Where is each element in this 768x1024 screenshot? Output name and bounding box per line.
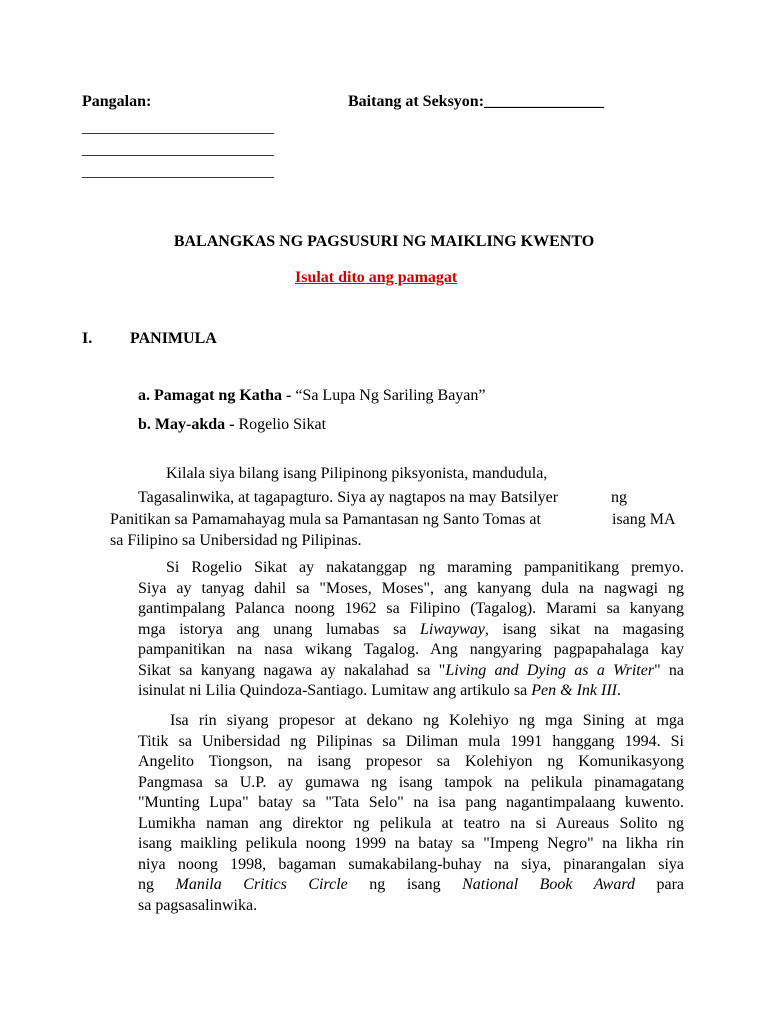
- story-title-placeholder: Isulat dito ang pamagat: [295, 269, 458, 286]
- p2-line-7-italic: Pen & Ink III: [531, 682, 617, 699]
- p2-line-5: pampanitikan na nasa wikang Tagalog. Ang nangyaring pagpapahalaga kay: [138, 641, 684, 658]
- p3-line-10: sa pagsasalinwika.: [138, 896, 258, 914]
- p3-line-1: Isa rin siyang propesor at dekano ng Kolehiyo ng mga Sining at mga: [170, 712, 684, 729]
- paragraph-2: [138, 558, 684, 702]
- paragraph-3: [138, 711, 684, 916]
- p3-line-9-a: ng: [138, 876, 154, 893]
- section-heading: PANIMULA: [130, 330, 217, 347]
- p2-line-6: [138, 661, 684, 682]
- p2-line-3: gantimpalang Palanca noong 1962 sa Filipino (Tagalog). Marami sa kanyang: [138, 600, 684, 617]
- p2-line-4: [138, 620, 684, 641]
- p1-line-3-end: isang MA: [612, 511, 676, 528]
- p2-line-7-a: isinulat ni Lilia Quindoza-Santiago. Lumitaw ang artikulo sa: [138, 682, 528, 699]
- item-a: [138, 386, 486, 406]
- item-b-value: Rogelio Sikat: [238, 416, 327, 433]
- p3-line-5: "Munting Lupa" batay sa "Tata Selo" na isa pang nagantimpalaang kuwento.: [138, 794, 684, 811]
- p1-line-2: Tagasalinwika, at tagapagturo. Siya ay nagtapos na may Batsilyer: [138, 489, 559, 506]
- p3-line-8: niya noong 1998, bagaman sumakabilang-buhay na siya, pinarangalan siya: [138, 855, 684, 873]
- item-b-label: b. May-akda -: [138, 416, 235, 433]
- p2-line-1: Si Rogelio Sikat ay nakatanggap ng maraming pampanitikang premyo.: [166, 559, 684, 576]
- p2-line-6-italic: Living and Dying as a Writer: [445, 661, 655, 679]
- p3-line-9-c: para: [656, 876, 685, 893]
- p2-line-7-b: .: [616, 682, 621, 699]
- p1-line-1: Kilala siya bilang isang Pilipinong piksyonista, mandudula,: [166, 465, 548, 482]
- p2-line-4-a: mga istorya ang unang lumabas sa: [138, 620, 407, 638]
- p3-line-9-italic-2: National Book Award: [462, 876, 635, 893]
- p1-line-2-end: ng: [611, 489, 627, 506]
- document-title: BALANGKAS NG PAGSUSURI NG MAIKLING KWENTO: [173, 233, 595, 250]
- p2-line-4-italic: Liwayway: [420, 620, 485, 638]
- item-a-label: a. Pamagat ng Katha -: [138, 387, 292, 404]
- p1-line-3: Panitikan sa Pamamahayag mula sa Pamantasan ng Santo Tomas at: [110, 511, 541, 528]
- item-a-value: “Sa Lupa Ng Sariling Bayan”: [295, 387, 486, 404]
- p2-line-6-a: Sikat sa kanyang nagawa ay nakalahad sa ": [138, 661, 446, 679]
- name-label: Pangalan:: [82, 93, 152, 110]
- p2-line-2: Siya ay tanyag dahil sa "Moses, Moses", ang kanyang dula na nagwagi ng: [138, 579, 684, 597]
- p3-line-9-b: ng isang: [369, 876, 441, 893]
- p3-line-4: Pangmasa sa U.P. ay gumawa ng isang tampok na pelikula pinamagatang: [138, 773, 684, 791]
- p3-line-7: isang maikling pelikula noong 1999 na batay sa "Impeng Negro" na likha rin: [138, 835, 684, 852]
- grade-blank: _______________: [484, 93, 605, 110]
- p3-line-3: Angelito Tiongson, na isang propesor sa Kolehiyon ng Komunikasyong: [138, 753, 684, 770]
- p2-line-7: [138, 681, 684, 702]
- name-blank-1: ________________________: [82, 119, 274, 136]
- name-blank-2: ________________________: [82, 141, 274, 158]
- grade-label-text: Baitang at Seksyon:: [348, 93, 485, 110]
- p3-line-9-italic-1: Manila Critics Circle: [175, 876, 348, 893]
- p1-line-4: sa Filipino sa Unibersidad ng Pilipinas.: [110, 532, 362, 549]
- p2-line-6-b: " na: [654, 661, 685, 679]
- p2-line-4-b: , isang sikat na magasing: [484, 620, 684, 638]
- section-numeral: I.: [82, 330, 93, 347]
- name-blank-3: ________________________: [82, 163, 274, 180]
- p3-line-2: Titik sa Unibersidad ng Pilipinas sa Diliman mula 1991 hanggang 1994. Si: [138, 732, 684, 750]
- p3-line-6: Lumikha naman ang direktor ng pelikula at teatro na si Aureaus Solito ng: [138, 814, 684, 832]
- item-b: [138, 415, 326, 435]
- grade-section-label: [348, 92, 604, 112]
- p3-line-9: [138, 875, 684, 896]
